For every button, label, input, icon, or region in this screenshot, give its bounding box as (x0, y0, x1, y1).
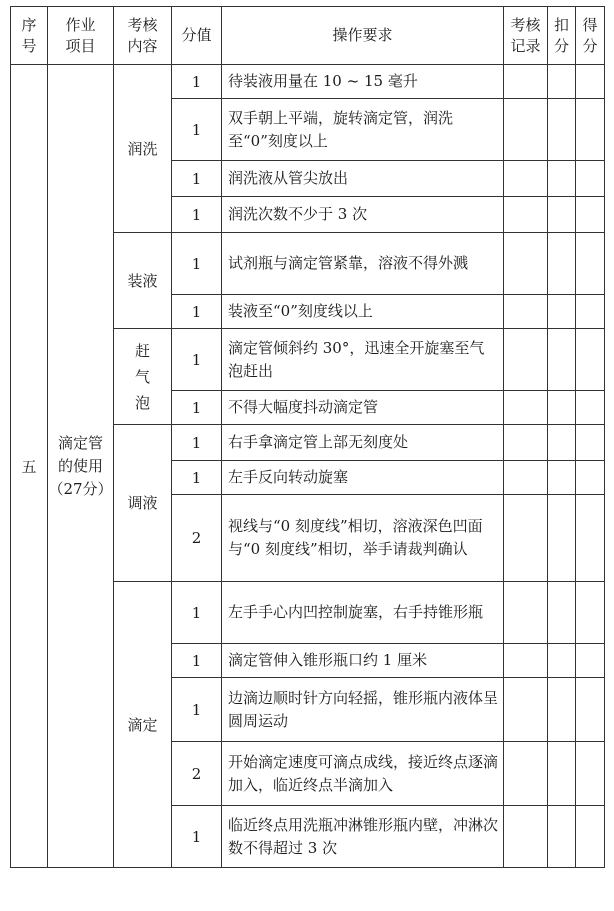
gain-cell[interactable] (576, 461, 605, 495)
score-cell: 1 (172, 678, 222, 742)
score-cell: 1 (172, 99, 222, 161)
header-record-l2: 记录 (510, 36, 541, 55)
record-cell[interactable] (504, 461, 548, 495)
score-cell: 1 (172, 295, 222, 329)
deduct-cell[interactable] (548, 233, 576, 295)
requirement-cell: 临近终点用洗瓶冲淋锥形瓶内壁，冲淋次数不得超过 3 次 (222, 806, 504, 868)
table-row (11, 65, 605, 99)
record-cell[interactable] (504, 65, 548, 99)
deduct-cell[interactable] (548, 295, 576, 329)
gain-cell[interactable] (576, 99, 605, 161)
requirement-cell: 左手反向转动旋塞 (222, 461, 504, 495)
deduct-cell[interactable] (548, 65, 576, 99)
record-cell[interactable] (504, 99, 548, 161)
header-task-l1: 作业 (65, 15, 96, 34)
gain-cell[interactable] (576, 391, 605, 425)
requirement-cell: 滴定管伸入锥形瓶口约 1 厘米 (222, 644, 504, 678)
gain-cell[interactable] (576, 161, 605, 197)
requirement-cell: 润洗液从管尖放出 (222, 161, 504, 197)
score-cell: 1 (172, 329, 222, 391)
requirement-cell: 双手朝上平端，旋转滴定管，润洗至“0”刻度以上 (222, 99, 504, 161)
sub-item-1: 装液 (114, 233, 172, 329)
sub-item-0: 润洗 (114, 65, 172, 233)
header-content-l2: 内容 (127, 36, 158, 55)
record-cell[interactable] (504, 495, 548, 582)
score-cell: 1 (172, 197, 222, 233)
record-cell[interactable] (504, 233, 548, 295)
page (10, 6, 605, 868)
header-seq-l2: 号 (21, 36, 37, 55)
sub-item-2: 赶 气 泡 (114, 329, 172, 425)
gain-cell[interactable] (576, 582, 605, 644)
header-gain-l2: 分 (582, 36, 598, 55)
deduct-cell[interactable] (548, 197, 576, 233)
header-record (504, 7, 548, 65)
requirement-cell: 边滴边顺时针方向轻摇，锥形瓶内液体呈圆周运动 (222, 678, 504, 742)
gain-cell[interactable] (576, 295, 605, 329)
header-score: 分值 (172, 7, 222, 65)
deduct-cell[interactable] (548, 644, 576, 678)
header-seq (11, 7, 48, 65)
header-content (114, 7, 172, 65)
record-cell[interactable] (504, 678, 548, 742)
score-cell: 1 (172, 582, 222, 644)
gain-cell[interactable] (576, 806, 605, 868)
record-cell[interactable] (504, 644, 548, 678)
gain-cell[interactable] (576, 329, 605, 391)
record-cell[interactable] (504, 329, 548, 391)
header-task (48, 7, 114, 65)
deduct-cell[interactable] (548, 495, 576, 582)
deduct-cell[interactable] (548, 161, 576, 197)
requirement-cell: 滴定管倾斜约 30°，迅速全开旋塞至气泡赶出 (222, 329, 504, 391)
header-record-l1: 考核 (510, 15, 541, 34)
requirement-cell: 润洗次数不少于 3 次 (222, 197, 504, 233)
deduct-cell[interactable] (548, 461, 576, 495)
header-requirement: 操作要求 (222, 7, 504, 65)
record-cell[interactable] (504, 742, 548, 806)
score-cell: 1 (172, 161, 222, 197)
gain-cell[interactable] (576, 65, 605, 99)
requirement-cell: 待装液用量在 10 ~ 15 毫升 (222, 65, 504, 99)
requirement-cell: 不得大幅度抖动滴定管 (222, 391, 504, 425)
header-task-l2: 项目 (65, 36, 96, 55)
deduct-cell[interactable] (548, 99, 576, 161)
deduct-cell[interactable] (548, 391, 576, 425)
gain-cell[interactable] (576, 197, 605, 233)
score-cell: 1 (172, 461, 222, 495)
requirement-cell: 左手手心内凹控制旋塞，右手持锥形瓶 (222, 582, 504, 644)
score-cell: 1 (172, 391, 222, 425)
score-cell: 1 (172, 233, 222, 295)
header-row (11, 7, 605, 65)
score-cell: 2 (172, 495, 222, 582)
gain-cell[interactable] (576, 644, 605, 678)
record-cell[interactable] (504, 295, 548, 329)
deduct-cell[interactable] (548, 678, 576, 742)
requirement-cell: 右手拿滴定管上部无刻度处 (222, 425, 504, 461)
record-cell[interactable] (504, 197, 548, 233)
gain-cell[interactable] (576, 678, 605, 742)
header-gain (576, 7, 605, 65)
header-deduct (548, 7, 576, 65)
header-deduct-l2: 分 (553, 36, 569, 55)
deduct-cell[interactable] (548, 742, 576, 806)
requirement-cell: 开始滴定速度可滴点成线，接近终点逐滴加入，临近终点半滴加入 (222, 742, 504, 806)
header-gain-l1: 得 (582, 15, 598, 34)
record-cell[interactable] (504, 582, 548, 644)
record-cell[interactable] (504, 161, 548, 197)
deduct-cell[interactable] (548, 425, 576, 461)
deduct-cell[interactable] (548, 582, 576, 644)
seq-cell: 五 (11, 65, 48, 868)
deduct-cell[interactable] (548, 329, 576, 391)
deduct-cell[interactable] (548, 806, 576, 868)
gain-cell[interactable] (576, 233, 605, 295)
score-cell: 1 (172, 806, 222, 868)
score-cell: 2 (172, 742, 222, 806)
score-cell: 1 (172, 65, 222, 99)
assessment-table (10, 6, 605, 868)
record-cell[interactable] (504, 806, 548, 868)
score-cell: 1 (172, 644, 222, 678)
sub-item-4: 滴定 (114, 582, 172, 868)
requirement-cell: 装液至“0”刻度线以上 (222, 295, 504, 329)
score-cell: 1 (172, 425, 222, 461)
requirement-cell: 试剂瓶与滴定管紧靠，溶液不得外溅 (222, 233, 504, 295)
gain-cell[interactable] (576, 742, 605, 806)
header-content-l1: 考核 (127, 15, 158, 34)
header-seq-l1: 序 (21, 15, 37, 34)
gain-cell[interactable] (576, 495, 605, 582)
record-cell[interactable] (504, 391, 548, 425)
requirement-cell: 视线与“0 刻度线”相切，溶液深色凹面与“0 刻度线”相切，举手请裁判确认 (222, 495, 504, 582)
header-deduct-l1: 扣 (553, 15, 569, 34)
gain-cell[interactable] (576, 425, 605, 461)
task-cell: 滴定管 的使用 （27分） (48, 65, 114, 868)
record-cell[interactable] (504, 425, 548, 461)
sub-item-3: 调液 (114, 425, 172, 582)
